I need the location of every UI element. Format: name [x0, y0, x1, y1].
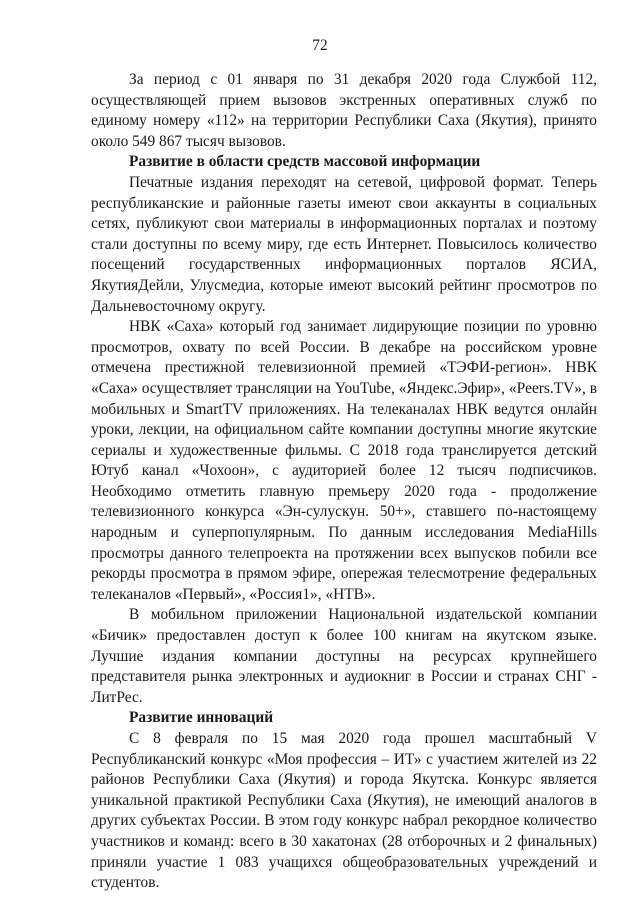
paragraph-print-media: Печатные издания переходят на сетевой, цифровой формат. Теперь республиканские и районные газеты имеют свои аккаунты в социальных сетях, публикуют свои материалы в информационных порталах и поэтому стали доступны по всему миру, где есть Интернет. Повысилось количество посещений государственных информационных порталов ЯСИА, ЯкутияДейли, Улусмедиа, которые имеют высокий рейтинг просмотров по Дальневосточному округу. [91, 173, 597, 315]
page-body [91, 70, 597, 894]
paragraph-emergency-calls: За период с 01 января по 31 декабря 2020 года Службой 112, осуществляющей прием вызовов экстренных оперативных служб по единому номеру «112» на территории Республики Саха (Якутия), принято около 549 867 тысяч вызовов. [91, 71, 597, 150]
heading-media-development: Развитие в области средств массовой информации [129, 153, 481, 171]
page-number: 72 [312, 37, 328, 54]
paragraph-it-contest: С 8 февраля по 15 мая 2020 года прошел масштабный V Республиканский конкурс «Моя профессия – ИТ» с участием жителей из 22 районов Республики Саха (Якутия) и города Якутска. Конкурс является уникальной практикой Республики Саха (Якутия), не имеющий аналогов в других субъектах России. В этом году конкурс набрал рекордное количество участников и команд: всего в 30 хакатонах (28 отборочных и 2 финальных) приняли участие 1 083 учащихся общеобразовательных учреждений и студентов. [91, 730, 597, 892]
paragraph-bichik-publisher: В мобильном приложении Национальной издательской компании «Бичик» предоставлен доступ к более 100 книгам на якутском языке. Лучшие издания компании доступны на ресурсах крупнейшего представителя рынка электронных и аудиокниг в России и странах СНГ - ЛитРес. [91, 606, 597, 706]
paragraph-nvk-sakha: НВК «Саха» который год занимает лидирующие позиции по уровню просмотров, охвату по всей России. В декабре на российском уровне отмечена престижной телевизионной премией «ТЭФИ-регион». НВК «Саха» осуществляет трансляции на YouTube, «Яндекс.Эфир», «Peers.TV», в мобильных и SmartTV приложениях. На телеканалах НВК ведутся онлайн уроки, лекции, на официальном сайте компании доступны многие якутские сериалы и художественные фильмы. С 2018 года транслируется детский Ютуб канал «Чохоон», с аудиторией более 12 тысяч подписчиков. Необходимо отметить главную премьеру 2020 года - продолжение телевизионного конкурса «Эн-сулускун. 50+», ставшего по-настоящему народным и суперпопулярным. По данным исследования MediaHills просмотры данного телепроекта на протяжении всех выпусков побили все рекорды просмотра в прямом эфире, опережая телесмотрение федеральных телеканалов «Первый», «Россия1», «НТВ». [91, 318, 597, 603]
heading-innovation-development: Развитие инноваций [129, 709, 274, 727]
